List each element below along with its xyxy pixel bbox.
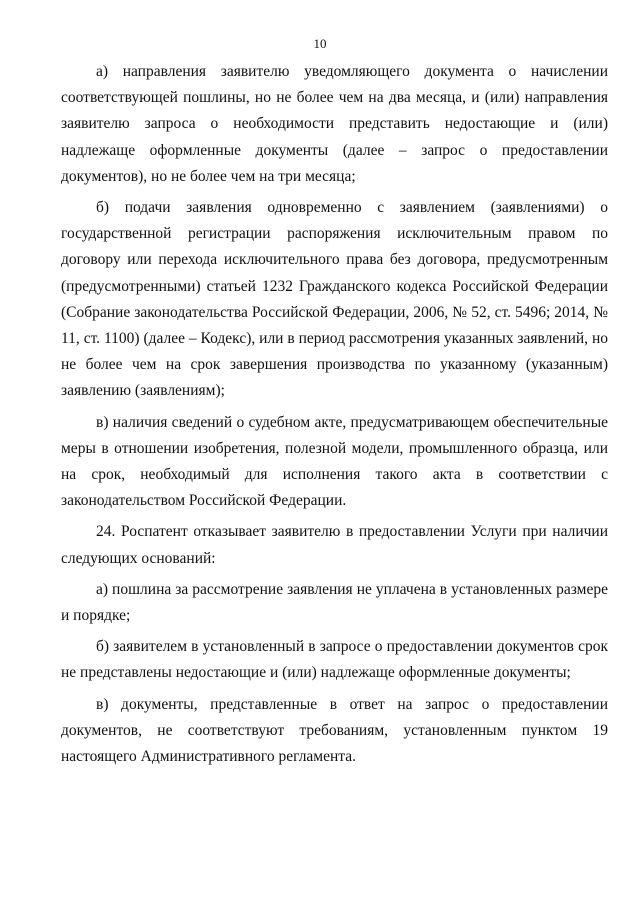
document-body: [61, 59, 608, 770]
paragraph-b-simultaneous-filing: б) подачи заявления одновременно с заявлением (заявлениями) о государственной регистрации распоряжения исключительным правом по договору или перехода исключительного права без договора, предусмотренным (предусмотренными) статьей 1232 Гражданского кодекса Российской Федерации (Собрание законодательства Российской Федерации, 2006, № 52, ст. 5496; 2014, № 11, ст. 1100) (далее – Кодекс), или в период рассмотрения указанных заявлений, но не более чем на срок завершения производства по указанному (указанным) заявлению (заявлениям);: [61, 199, 608, 400]
page-number: 10: [313, 36, 327, 51]
paragraph-a-fee-not-paid: а) пошлина за рассмотрение заявления не уплачена в установленных размере и порядке;: [61, 580, 608, 625]
paragraph-b-documents-missing: б) заявителем в установленный в запросе о предоставлении документов срок не представлены недостающие и (или) надлежаще оформленные документы;: [61, 638, 608, 682]
paragraph-a-notice-period: а) направления заявителю уведомляющего документа о начислении соответствующей пошлины, но не более чем на два месяца, и (или) направления заявителю запроса о необходимости представить недостающие и (или) надлежаще оформленные документы (далее – запрос о предоставлении документов), но не более чем на три месяца;: [61, 63, 608, 185]
paragraph-v-court-act: в) наличия сведений о судебном акте, предусматривающем обеспечительные меры в отношении изобретения, полезной модели, промышленного образца, или на срок, необходимый для исполнения такого акта в соответствии с законодательством Российской Федерации.: [61, 413, 608, 510]
paragraph-v-documents-noncompliant: в) документы, представленные в ответ на запрос о предоставлении документов, не соответствуют требованиям, установленным пунктом 19 настоящего Административного регламента.: [61, 695, 608, 766]
paragraph-24-refusal-grounds: 24. Роспатент отказывает заявителю в предоставлении Услуги при наличии следующих оснований:: [61, 523, 608, 567]
